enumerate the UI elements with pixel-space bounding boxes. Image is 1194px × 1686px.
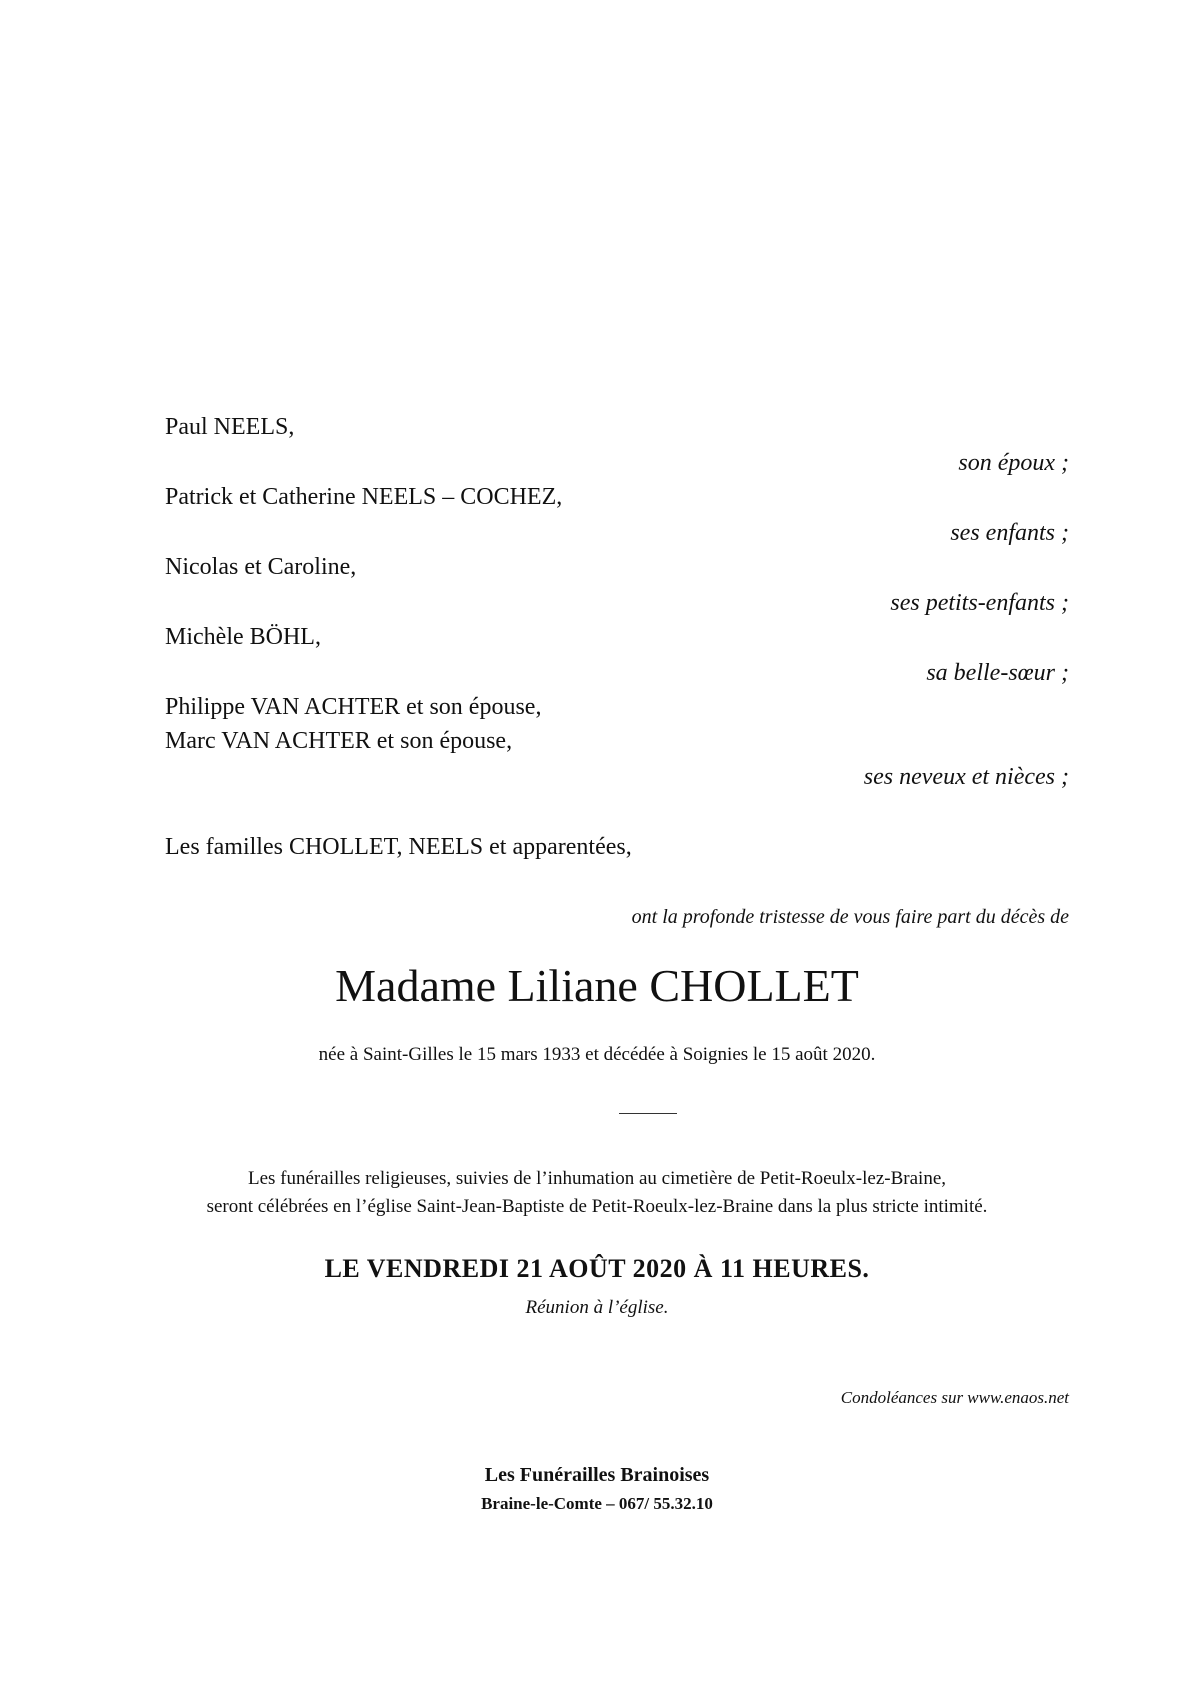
announcement-intro: ont la profonde tristesse de vous faire part du décès de [631, 906, 1069, 928]
grandchildren-names: Nicolas et Caroline, [165, 554, 357, 580]
grandchildren-role: ses petits-enfants ; [890, 590, 1069, 616]
condolences-note: Condoléances sur www.enaos.net [840, 1388, 1069, 1407]
funeral-line-1: Les funérailles religieuses, suivies de l’inhumation au cimetière de Petit-Roeulx-lez-Braine, [247, 1168, 947, 1189]
nephew-line-1: Philippe VAN ACHTER et son épouse, [165, 694, 542, 720]
families-line: Les familles CHOLLET, NEELS et apparentées, [165, 834, 632, 860]
nephews-role: ses neveux et nièces ; [863, 764, 1069, 790]
funeral-home-contact: Braine-le-Comte – 067/ 55.32.10 [481, 1494, 713, 1513]
children-names: Patrick et Catherine NEELS – COCHEZ, [165, 484, 563, 510]
children-role: ses enfants ; [950, 520, 1069, 546]
nephew-line-2: Marc VAN ACHTER et son épouse, [165, 728, 513, 754]
birth-death-line: née à Saint-Gilles le 15 mars 1933 et décédée à Soignies le 15 août 2020. [318, 1044, 876, 1065]
sister-in-law-name: Michèle BÖHL, [165, 624, 321, 650]
separator-line [619, 1113, 677, 1114]
meeting-note: Réunion à l’église. [525, 1297, 669, 1318]
spouse-role: son époux ; [958, 450, 1069, 476]
sister-in-law-role: sa belle-sœur ; [926, 660, 1069, 686]
spouse-name: Paul NEELS, [165, 414, 295, 440]
funeral-date-time: LE VENDREDI 21 AOÛT 2020 À 11 HEURES. [324, 1254, 870, 1283]
deceased-name: Madame Liliane CHOLLET [335, 960, 859, 1011]
funeral-home-name: Les Funérailles Brainoises [484, 1464, 710, 1486]
funeral-line-2: seront célébrées en l’église Saint-Jean-Baptiste de Petit-Roeulx-lez-Braine dans la plus stricte intimité. [206, 1196, 988, 1217]
